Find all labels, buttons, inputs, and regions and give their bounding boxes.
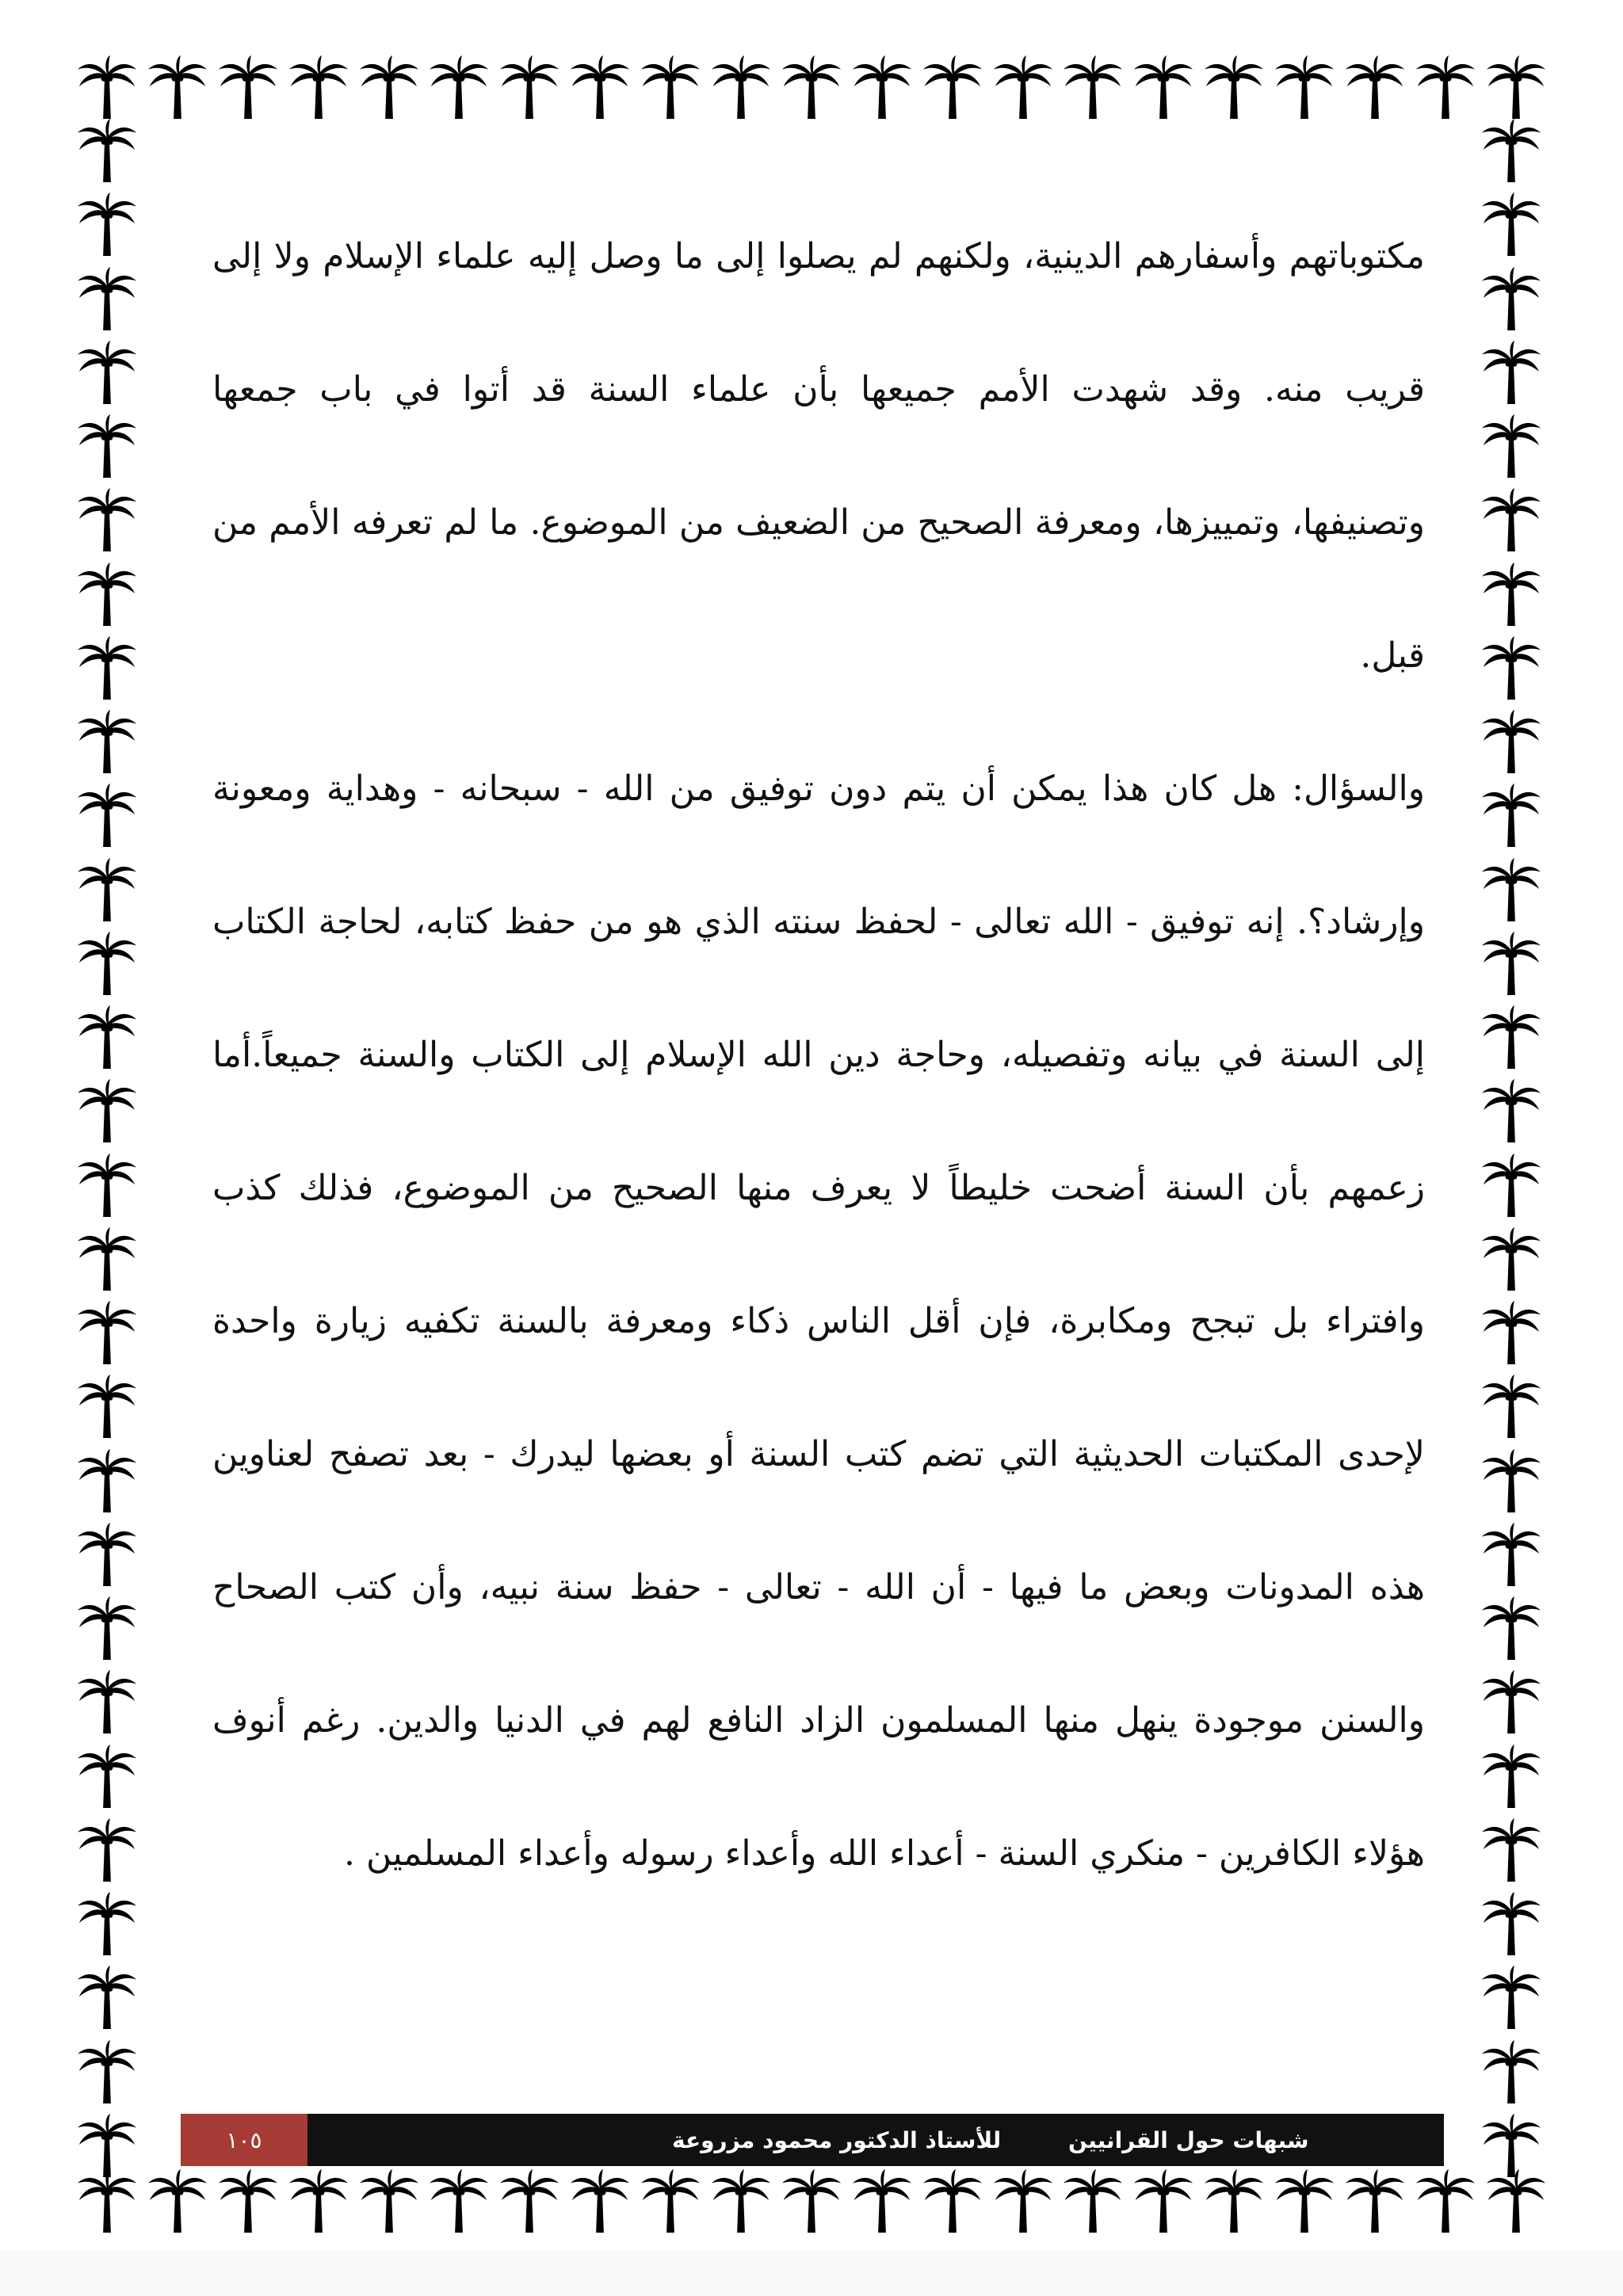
palm-tree-icon [76, 932, 138, 997]
palm-tree-icon [76, 1818, 138, 1883]
palm-tree-icon [1480, 710, 1542, 775]
palm-tree-icon [1203, 2169, 1265, 2234]
palm-border-left [76, 119, 143, 2179]
palm-tree-icon [428, 55, 490, 120]
palm-tree-icon [76, 1892, 138, 1957]
palm-tree-icon [781, 2169, 842, 2234]
page-footer [181, 2114, 1444, 2166]
palm-tree-icon [76, 414, 138, 479]
palm-tree-icon [1274, 55, 1335, 120]
palm-tree-icon [1480, 488, 1542, 553]
palm-tree-icon [1480, 2040, 1542, 2105]
palm-tree-icon [1485, 2169, 1547, 2234]
palm-tree-icon [1480, 119, 1542, 184]
palm-tree-icon [1203, 55, 1265, 120]
palm-tree-icon [992, 55, 1054, 120]
palm-tree-icon [76, 563, 138, 627]
palm-tree-icon [1480, 1375, 1542, 1440]
palm-tree-icon [1480, 341, 1542, 406]
palm-tree-icon [1480, 1745, 1542, 1810]
palm-tree-icon [1062, 55, 1124, 120]
palm-tree-icon [76, 341, 138, 406]
palm-tree-icon [498, 55, 560, 120]
palm-tree-icon [76, 2040, 138, 2105]
palm-tree-icon [76, 1523, 138, 1588]
palm-tree-icon [1344, 2169, 1406, 2234]
palm-tree-icon [851, 2169, 913, 2234]
palm-tree-icon [851, 55, 913, 120]
palm-tree-icon [710, 55, 772, 120]
palm-tree-icon [76, 2169, 138, 2234]
palm-tree-icon [217, 55, 279, 120]
palm-tree-icon [76, 1596, 138, 1661]
palm-tree-icon [76, 1745, 138, 1810]
palm-tree-icon [76, 1375, 138, 1440]
palm-tree-icon [358, 55, 420, 120]
palm-tree-icon [358, 2169, 420, 2234]
palm-tree-icon [922, 55, 983, 120]
palm-tree-icon [76, 119, 138, 184]
palm-tree-icon [1062, 2169, 1124, 2234]
palm-tree-icon [1480, 1818, 1542, 1883]
palm-tree-icon [710, 2169, 772, 2234]
palm-tree-icon [288, 55, 349, 120]
palm-tree-icon [1480, 267, 1542, 332]
palm-tree-icon [1480, 1523, 1542, 1588]
palm-tree-icon [1480, 932, 1542, 997]
palm-tree-icon [76, 1301, 138, 1366]
palm-tree-icon [76, 193, 138, 257]
paragraph-2: والسؤال: هل كان هذا يمكن أن يتم دون توفيق من الله - سبحانه - وهداية ومعونة وإرشاد؟. إنه توفيق - الله تعالى - لحفظ سنته الذي هو من حفظ كتابه، لحاجة الكتاب إلى السنة في بيانه وتفصيله، وحاجة دين الله الإسلام إلى الكتاب والسنة جميعاً.أما زعمهم بأن السنة أضحت خليطاً لا يعرف منها الصحيح من الموضوع، فذلك كذب وافتراء بل تبجح ومكابرة، فإن أقل الناس ذكاء ومعرفة بالسنة تكفيه زيارة واحدة لإحدى المكتبات الحديثية التي تضم كتب السنة أو بعضها ليدرك - بعد تصفح لعناوين هذه المدونات وبعض ما فيها - أن الله - تعالى - حفظ سنة نبيه، وأن كتب الصحاح والسنن موجودة ينهل منها المسلمون الزاد النافع لهم في الدنيا والدين. رغم أنوف هؤلاء الكافرين - منكري السنة - أعداء الله وأعداء رسوله وأعداء المسلمين . [212, 769, 1425, 1874]
palm-tree-icon [428, 2169, 490, 2234]
palm-tree-icon [1480, 1596, 1542, 1661]
palm-tree-icon [76, 267, 138, 332]
palm-tree-icon [781, 55, 842, 120]
palm-border-top [76, 55, 1547, 122]
palm-tree-icon [1415, 55, 1476, 120]
palm-tree-icon [1480, 858, 1542, 923]
palm-tree-icon [147, 2169, 208, 2234]
palm-tree-icon [569, 55, 631, 120]
palm-tree-icon [76, 1966, 138, 2031]
palm-tree-icon [1480, 1079, 1542, 1144]
palm-tree-icon [1480, 1966, 1542, 2031]
palm-tree-icon [1480, 1227, 1542, 1292]
page-number: ١٠٥ [181, 2114, 307, 2166]
palm-tree-icon [1132, 55, 1194, 120]
palm-tree-icon [1480, 1449, 1542, 1514]
palm-tree-icon [1480, 414, 1542, 479]
palm-tree-icon [1480, 563, 1542, 627]
palm-tree-icon [1480, 1670, 1542, 1735]
palm-tree-icon [76, 1005, 138, 1070]
palm-tree-icon [922, 2169, 983, 2234]
palm-tree-icon [1480, 784, 1542, 849]
paragraph-1: مكتوباتهم وأسفارهم الدينية، ولكنهم لم يصلوا إلى ما وصل إليه علماء الإسلام ولا إلى قريب منه. وقد شهدت الأمم جميعها بأن علماء السنة قد أتوا في باب جمعها وتصنيفها، وتمييزها، ومعرفة الصحيح من الضعيف من الموضوع. ما لم تعرفه الأمم من قبل. [212, 236, 1426, 676]
palm-tree-icon [76, 784, 138, 849]
palm-tree-icon [1480, 193, 1542, 257]
palm-border-bottom [76, 2169, 1547, 2236]
palm-border-right [1480, 119, 1547, 2179]
palm-tree-icon [76, 488, 138, 553]
palm-tree-icon [288, 2169, 349, 2234]
palm-tree-icon [1480, 1005, 1542, 1070]
palm-tree-icon [1480, 1892, 1542, 1957]
palm-tree-icon [498, 2169, 560, 2234]
palm-tree-icon [1415, 2169, 1476, 2234]
palm-tree-icon [1480, 1154, 1542, 1219]
palm-tree-icon [992, 2169, 1054, 2234]
footer-book-title: شبهات حول القرانيين [1068, 2126, 1309, 2153]
palm-tree-icon [1344, 55, 1406, 120]
palm-tree-icon [76, 1227, 138, 1292]
palm-tree-icon [76, 1079, 138, 1144]
body-text [212, 190, 1425, 1920]
palm-tree-icon [76, 1154, 138, 1219]
palm-tree-icon [640, 55, 701, 120]
palm-tree-icon [1485, 55, 1547, 120]
footer-author: للأستاذ الدكتور محمود مزروعة [672, 2126, 1002, 2153]
palm-tree-icon [76, 710, 138, 775]
palm-tree-icon [217, 2169, 279, 2234]
palm-tree-icon [147, 55, 208, 120]
bottom-margin [0, 2250, 1623, 2296]
palm-tree-icon [1480, 1301, 1542, 1366]
palm-tree-icon [76, 636, 138, 701]
palm-tree-icon [1480, 636, 1542, 701]
palm-tree-icon [569, 2169, 631, 2234]
palm-tree-icon [76, 1670, 138, 1735]
palm-tree-icon [1274, 2169, 1335, 2234]
palm-tree-icon [76, 858, 138, 923]
palm-tree-icon [76, 1449, 138, 1514]
palm-tree-icon [76, 55, 138, 120]
palm-tree-icon [1132, 2169, 1194, 2234]
palm-tree-icon [640, 2169, 701, 2234]
